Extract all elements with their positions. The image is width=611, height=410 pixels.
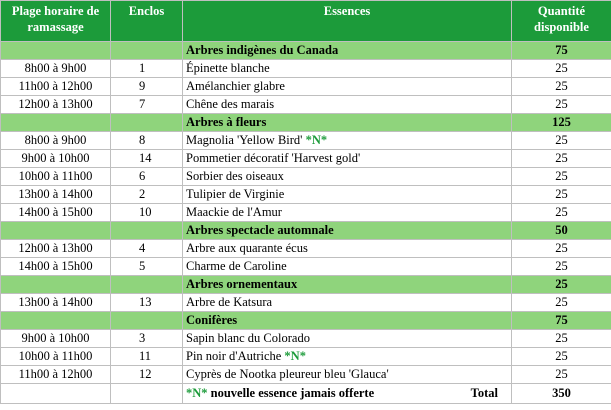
category-empty-plage [1,222,111,240]
essence-cell [183,186,512,204]
header-essences: Essences [183,1,512,42]
enclosure-number: 2 [111,186,183,204]
pickup-time: 14h00 à 15h00 [1,258,111,276]
essence-cell [183,204,512,222]
header-enclos: Enclos [111,1,183,42]
table-row [1,240,611,258]
quantity: 25 [512,150,611,168]
category-name: Arbres spectacle automnale [183,222,512,240]
header-quantite: Quantité disponible [512,1,611,42]
essence-name: Sapin blanc du Colorado [186,331,310,345]
table-body [1,42,611,384]
enclosure-number: 3 [111,330,183,348]
quantity: 25 [512,294,611,312]
quantity: 25 [512,78,611,96]
pickup-time: 11h00 à 12h00 [1,366,111,384]
category-name: Arbres à fleurs [183,114,512,132]
enclosure-number: 9 [111,78,183,96]
category-row [1,222,611,240]
table-row [1,294,611,312]
essence-cell [183,240,512,258]
enclosure-number: 13 [111,294,183,312]
essence-name: Épinette blanche [186,61,270,75]
quantity: 25 [512,258,611,276]
essence-cell [183,366,512,384]
table-row [1,366,611,384]
category-row [1,312,611,330]
essence-name: Tulipier de Virginie [186,187,285,201]
essence-name: Chêne des marais [186,97,275,111]
quantity: 25 [512,168,611,186]
enclosure-number: 14 [111,150,183,168]
essence-name: Pommetier décoratif 'Harvest gold' [186,151,361,165]
new-tag: *N* [305,133,328,147]
quantity: 25 [512,366,611,384]
essence-name: Arbre de Katsura [186,295,273,309]
essence-cell [183,294,512,312]
category-empty-enclos [111,312,183,330]
table-row [1,348,611,366]
essence-cell [183,78,512,96]
enclosure-number: 12 [111,366,183,384]
table-row [1,330,611,348]
category-row [1,42,611,60]
pickup-time: 10h00 à 11h00 [1,168,111,186]
essence-cell [183,150,512,168]
table-row [1,168,611,186]
footer-empty-plage [1,384,111,404]
enclosure-number: 5 [111,258,183,276]
essence-cell [183,258,512,276]
essence-name: Amélanchier glabre [186,79,285,93]
category-row [1,114,611,132]
essence-cell [183,132,512,150]
table-row [1,132,611,150]
category-empty-plage [1,42,111,60]
category-empty-enclos [111,276,183,294]
pickup-time: 11h00 à 12h00 [1,78,111,96]
essence-name: Sorbier des oiseaux [186,169,284,183]
category-name: Arbres ornementaux [183,276,512,294]
table-row [1,186,611,204]
pickup-time: 13h00 à 14h00 [1,186,111,204]
table-row [1,150,611,168]
table-row [1,96,611,114]
quantity: 25 [512,348,611,366]
new-tag: *N* [284,349,306,363]
total-label: Total [470,386,498,400]
essence-name: Magnolia 'Yellow Bird' [186,133,303,147]
table-row [1,78,611,96]
enclosure-number: 6 [111,168,183,186]
table-row [1,60,611,78]
essence-cell [183,330,512,348]
category-empty-plage [1,312,111,330]
pickup-time: 10h00 à 11h00 [1,348,111,366]
footer-note-text: nouvelle essence jamais offerte [207,386,375,400]
new-tag-legend: *N* [186,386,208,400]
essence-cell [183,60,512,78]
enclosure-number: 1 [111,60,183,78]
enclosure-number: 10 [111,204,183,222]
essence-name: Arbre aux quarante écus [186,241,308,255]
footer-row [1,384,611,404]
essence-name: Pin noir d'Autriche [186,349,282,363]
essence-name: Cyprès de Nootka pleureur bleu 'Glauca' [186,367,389,381]
enclosure-number: 7 [111,96,183,114]
category-quantity: 125 [512,114,611,132]
table-row [1,258,611,276]
footer-note [183,384,512,404]
essence-cell [183,96,512,114]
pickup-time: 9h00 à 10h00 [1,330,111,348]
quantity: 25 [512,60,611,78]
enclosure-number: 11 [111,348,183,366]
pickup-time: 12h00 à 13h00 [1,96,111,114]
pickup-time: 14h00 à 15h00 [1,204,111,222]
quantity: 25 [512,330,611,348]
essence-cell [183,168,512,186]
quantity: 25 [512,96,611,114]
pickup-time: 8h00 à 9h00 [1,132,111,150]
enclosure-number: 4 [111,240,183,258]
category-quantity: 50 [512,222,611,240]
pickup-time: 13h00 à 14h00 [1,294,111,312]
header-plage: Plage horaire de ramassage [1,1,111,42]
category-name: Arbres indigènes du Canada [183,42,512,60]
quantity: 25 [512,132,611,150]
category-quantity: 75 [512,42,611,60]
enclosure-number: 8 [111,132,183,150]
table-row [1,204,611,222]
footer-empty-enclos [111,384,183,404]
category-empty-enclos [111,42,183,60]
header-row [1,1,611,42]
total-value: 350 [512,384,611,404]
category-empty-plage [1,276,111,294]
quantity: 25 [512,186,611,204]
category-empty-enclos [111,222,183,240]
category-name: Conifères [183,312,512,330]
essence-name: Maackie de l'Amur [186,205,282,219]
pickup-time: 12h00 à 13h00 [1,240,111,258]
category-empty-enclos [111,114,183,132]
quantity: 25 [512,204,611,222]
category-quantity: 25 [512,276,611,294]
essence-cell [183,348,512,366]
quantity: 25 [512,240,611,258]
essence-name: Charme de Caroline [186,259,287,273]
pickup-time: 9h00 à 10h00 [1,150,111,168]
pickup-time: 8h00 à 9h00 [1,60,111,78]
category-empty-plage [1,114,111,132]
category-quantity: 75 [512,312,611,330]
category-row [1,276,611,294]
